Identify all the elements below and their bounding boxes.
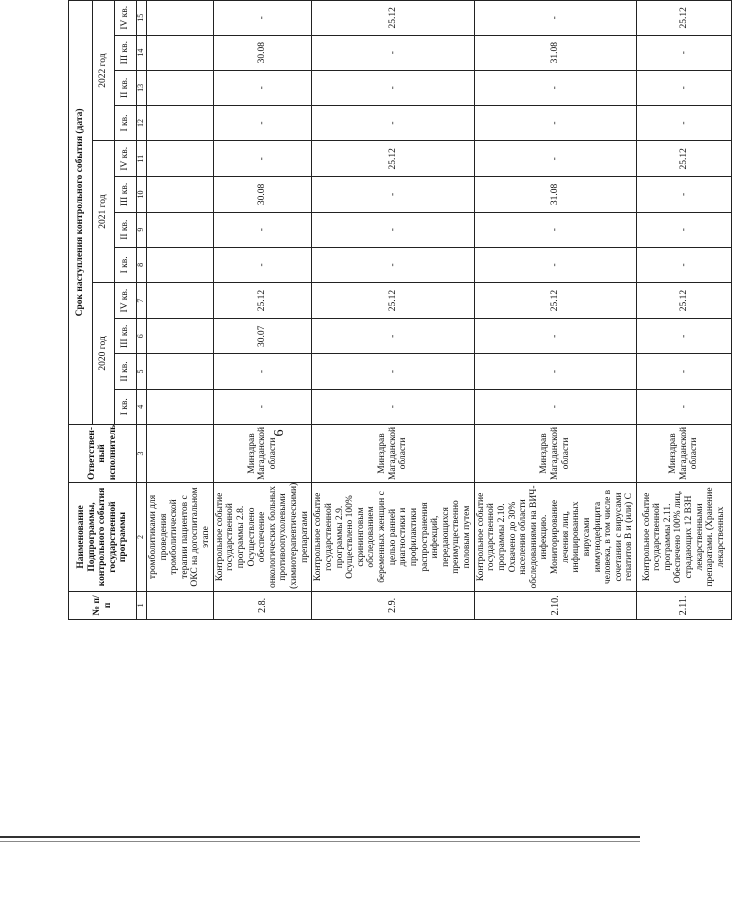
quarter-date-cell — [146, 247, 213, 282]
index-cell: 12 — [137, 105, 147, 140]
quarter-date-cell: - — [474, 212, 636, 247]
quarter-date-cell: - — [312, 319, 474, 354]
quarter-date-cell: 25.12 — [637, 141, 732, 177]
quarter-date-cell: - — [474, 70, 636, 105]
quarter-date-cell: 31.08 — [474, 35, 636, 70]
header-responsible: Ответствен-ный исполнитель — [69, 424, 137, 482]
responsible-executor: Минздрав Магаданской области — [637, 424, 732, 482]
quarter-date-cell: - — [312, 212, 474, 247]
quarter-date-cell — [146, 105, 213, 140]
quarter-date-cell: - — [637, 389, 732, 424]
quarter-date-cell: 25.12 — [637, 282, 732, 318]
header-quarter: III кв. — [115, 35, 137, 70]
quarter-date-cell — [146, 212, 213, 247]
page-number: 6 — [272, 429, 287, 437]
quarter-date-cell: - — [637, 35, 732, 70]
quarter-date-cell: - — [213, 141, 312, 177]
index-cell: 1 — [137, 591, 147, 619]
index-cell: 2 — [137, 483, 147, 592]
quarter-date-cell: - — [213, 1, 312, 36]
quarter-date-cell — [146, 35, 213, 70]
row-number: 2.9. — [312, 591, 474, 619]
header-term: Срок наступления контрольного события (дата) — [69, 1, 93, 425]
quarter-date-cell: 25.12 — [312, 141, 474, 177]
table-row — [637, 1, 732, 620]
row-number: 2.10. — [474, 591, 636, 619]
table-row — [474, 1, 636, 620]
quarter-date-cell — [146, 141, 213, 177]
responsible-executor: Минздрав Магаданской области — [213, 424, 312, 482]
quarter-date-cell: 25.12 — [637, 1, 732, 36]
index-cell: 4 — [137, 389, 147, 424]
quarter-date-cell: 25.12 — [474, 282, 636, 318]
quarter-date-cell: - — [312, 105, 474, 140]
responsible-executor: Минздрав Магаданской области — [312, 424, 474, 482]
quarter-date-cell: - — [213, 389, 312, 424]
header-quarter: III кв. — [115, 177, 137, 212]
header-quarter: II кв. — [115, 212, 137, 247]
quarter-date-cell: - — [213, 354, 312, 389]
quarter-date-cell: - — [637, 70, 732, 105]
quarter-date-cell: - — [637, 105, 732, 140]
quarter-date-cell: 25.12 — [312, 1, 474, 36]
header-num: № п/п — [69, 591, 137, 619]
quarter-date-cell: - — [474, 354, 636, 389]
quarter-date-cell: - — [474, 105, 636, 140]
quarter-date-cell: - — [312, 35, 474, 70]
table-row — [146, 1, 213, 620]
header-name: Наименование Подпрограммы, контрольного события государственной программы — [69, 483, 137, 592]
index-cell: 3 — [137, 424, 147, 482]
header-quarter: III кв. — [115, 319, 137, 354]
quarter-date-cell: - — [312, 354, 474, 389]
event-name: Контрольное событие государственной программы 2.10. Охвачено до 30% населения области обследованиями на ВИЧ-инфекцию. Мониторирование лечения лиц, инфицированных вирусами иммунодефицита человека, в том числе в сочетании с вирусами гепатитов B и (или) C — [474, 483, 636, 592]
bottom-rule-thin — [0, 841, 640, 842]
quarter-date-cell: - — [474, 389, 636, 424]
quarter-date-cell: 25.12 — [312, 282, 474, 318]
quarter-date-cell: - — [637, 212, 732, 247]
header-year-2020: 2020 год — [93, 282, 115, 424]
event-name: Контрольное событие государственной программы 2.9. Осуществлено 100% скрининговым обследованием беременных женщин с целью ранней диагностики и профилактики распространения инфекций, передающихся преимущественно половым путем — [312, 483, 474, 592]
event-name: Контрольное событие государственной программы 2.8. Осуществлено обеспечение онкологических больных противоопухолевыми (химиотерапевтическими) препаратами — [213, 483, 312, 592]
header-quarter: IV кв. — [115, 282, 137, 318]
event-name: Контрольное событие государственной программы 2.11. Обеспечено 100% лиц, страдающих 12 ВЗН лекарственными препаратами. (Хранение лекарственных — [637, 483, 732, 592]
quarter-date-cell: - — [312, 177, 474, 212]
row-number: 2.11. — [637, 591, 732, 619]
quarter-date-cell: - — [213, 105, 312, 140]
quarter-date-cell — [146, 282, 213, 318]
responsible-executor: Минздрав Магаданской области — [474, 424, 636, 482]
index-cell: 13 — [137, 70, 147, 105]
quarter-date-cell: - — [213, 247, 312, 282]
quarter-date-cell — [146, 389, 213, 424]
quarter-date-cell: 25.12 — [213, 282, 312, 318]
quarter-date-cell: 30.08 — [213, 177, 312, 212]
header-quarter: I кв. — [115, 389, 137, 424]
event-name: тромболитиками для проведения тромболитической терапии пациентов с ОКС на догоспитальном этапе — [146, 483, 213, 592]
row-number — [146, 591, 213, 619]
bottom-rule — [0, 836, 640, 838]
quarter-date-cell: 30.07 — [213, 319, 312, 354]
quarter-date-cell: - — [312, 70, 474, 105]
table-row — [213, 1, 312, 620]
index-cell: 11 — [137, 141, 147, 177]
quarter-date-cell: - — [474, 141, 636, 177]
responsible-executor — [146, 424, 213, 482]
quarter-date-cell: - — [637, 247, 732, 282]
index-cell: 14 — [137, 35, 147, 70]
index-cell: 15 — [137, 1, 147, 36]
row-number: 2.8. — [213, 591, 312, 619]
quarter-date-cell: - — [637, 354, 732, 389]
quarter-date-cell: - — [474, 1, 636, 36]
index-row — [137, 1, 147, 620]
quarter-date-cell — [146, 1, 213, 36]
index-cell: 10 — [137, 177, 147, 212]
quarter-date-cell — [146, 319, 213, 354]
index-cell: 5 — [137, 354, 147, 389]
header-year-2022: 2022 год — [93, 1, 115, 141]
quarter-date-cell: - — [312, 389, 474, 424]
rotated-table-container — [68, 0, 726, 620]
index-cell: 7 — [137, 282, 147, 318]
quarter-date-cell: - — [637, 319, 732, 354]
quarter-date-cell: 30.08 — [213, 35, 312, 70]
table-body — [146, 1, 731, 620]
control-events-table — [68, 0, 732, 620]
quarter-date-cell: - — [637, 177, 732, 212]
header-quarter: I кв. — [115, 247, 137, 282]
header-quarter: II кв. — [115, 70, 137, 105]
index-cell: 9 — [137, 212, 147, 247]
quarter-date-cell — [146, 70, 213, 105]
quarter-date-cell: - — [474, 247, 636, 282]
quarter-date-cell: - — [312, 247, 474, 282]
quarter-date-cell: - — [213, 212, 312, 247]
quarter-date-cell: - — [474, 319, 636, 354]
index-cell: 6 — [137, 319, 147, 354]
header-quarter: IV кв. — [115, 141, 137, 177]
header-year-2021: 2021 год — [93, 141, 115, 283]
header-quarter: II кв. — [115, 354, 137, 389]
quarter-date-cell: - — [213, 70, 312, 105]
index-cell: 8 — [137, 247, 147, 282]
header-quarter: I кв. — [115, 105, 137, 140]
quarter-date-cell — [146, 354, 213, 389]
table-row — [312, 1, 474, 620]
quarter-date-cell — [146, 177, 213, 212]
header-quarter: IV кв. — [115, 1, 137, 36]
quarter-date-cell: 31.08 — [474, 177, 636, 212]
